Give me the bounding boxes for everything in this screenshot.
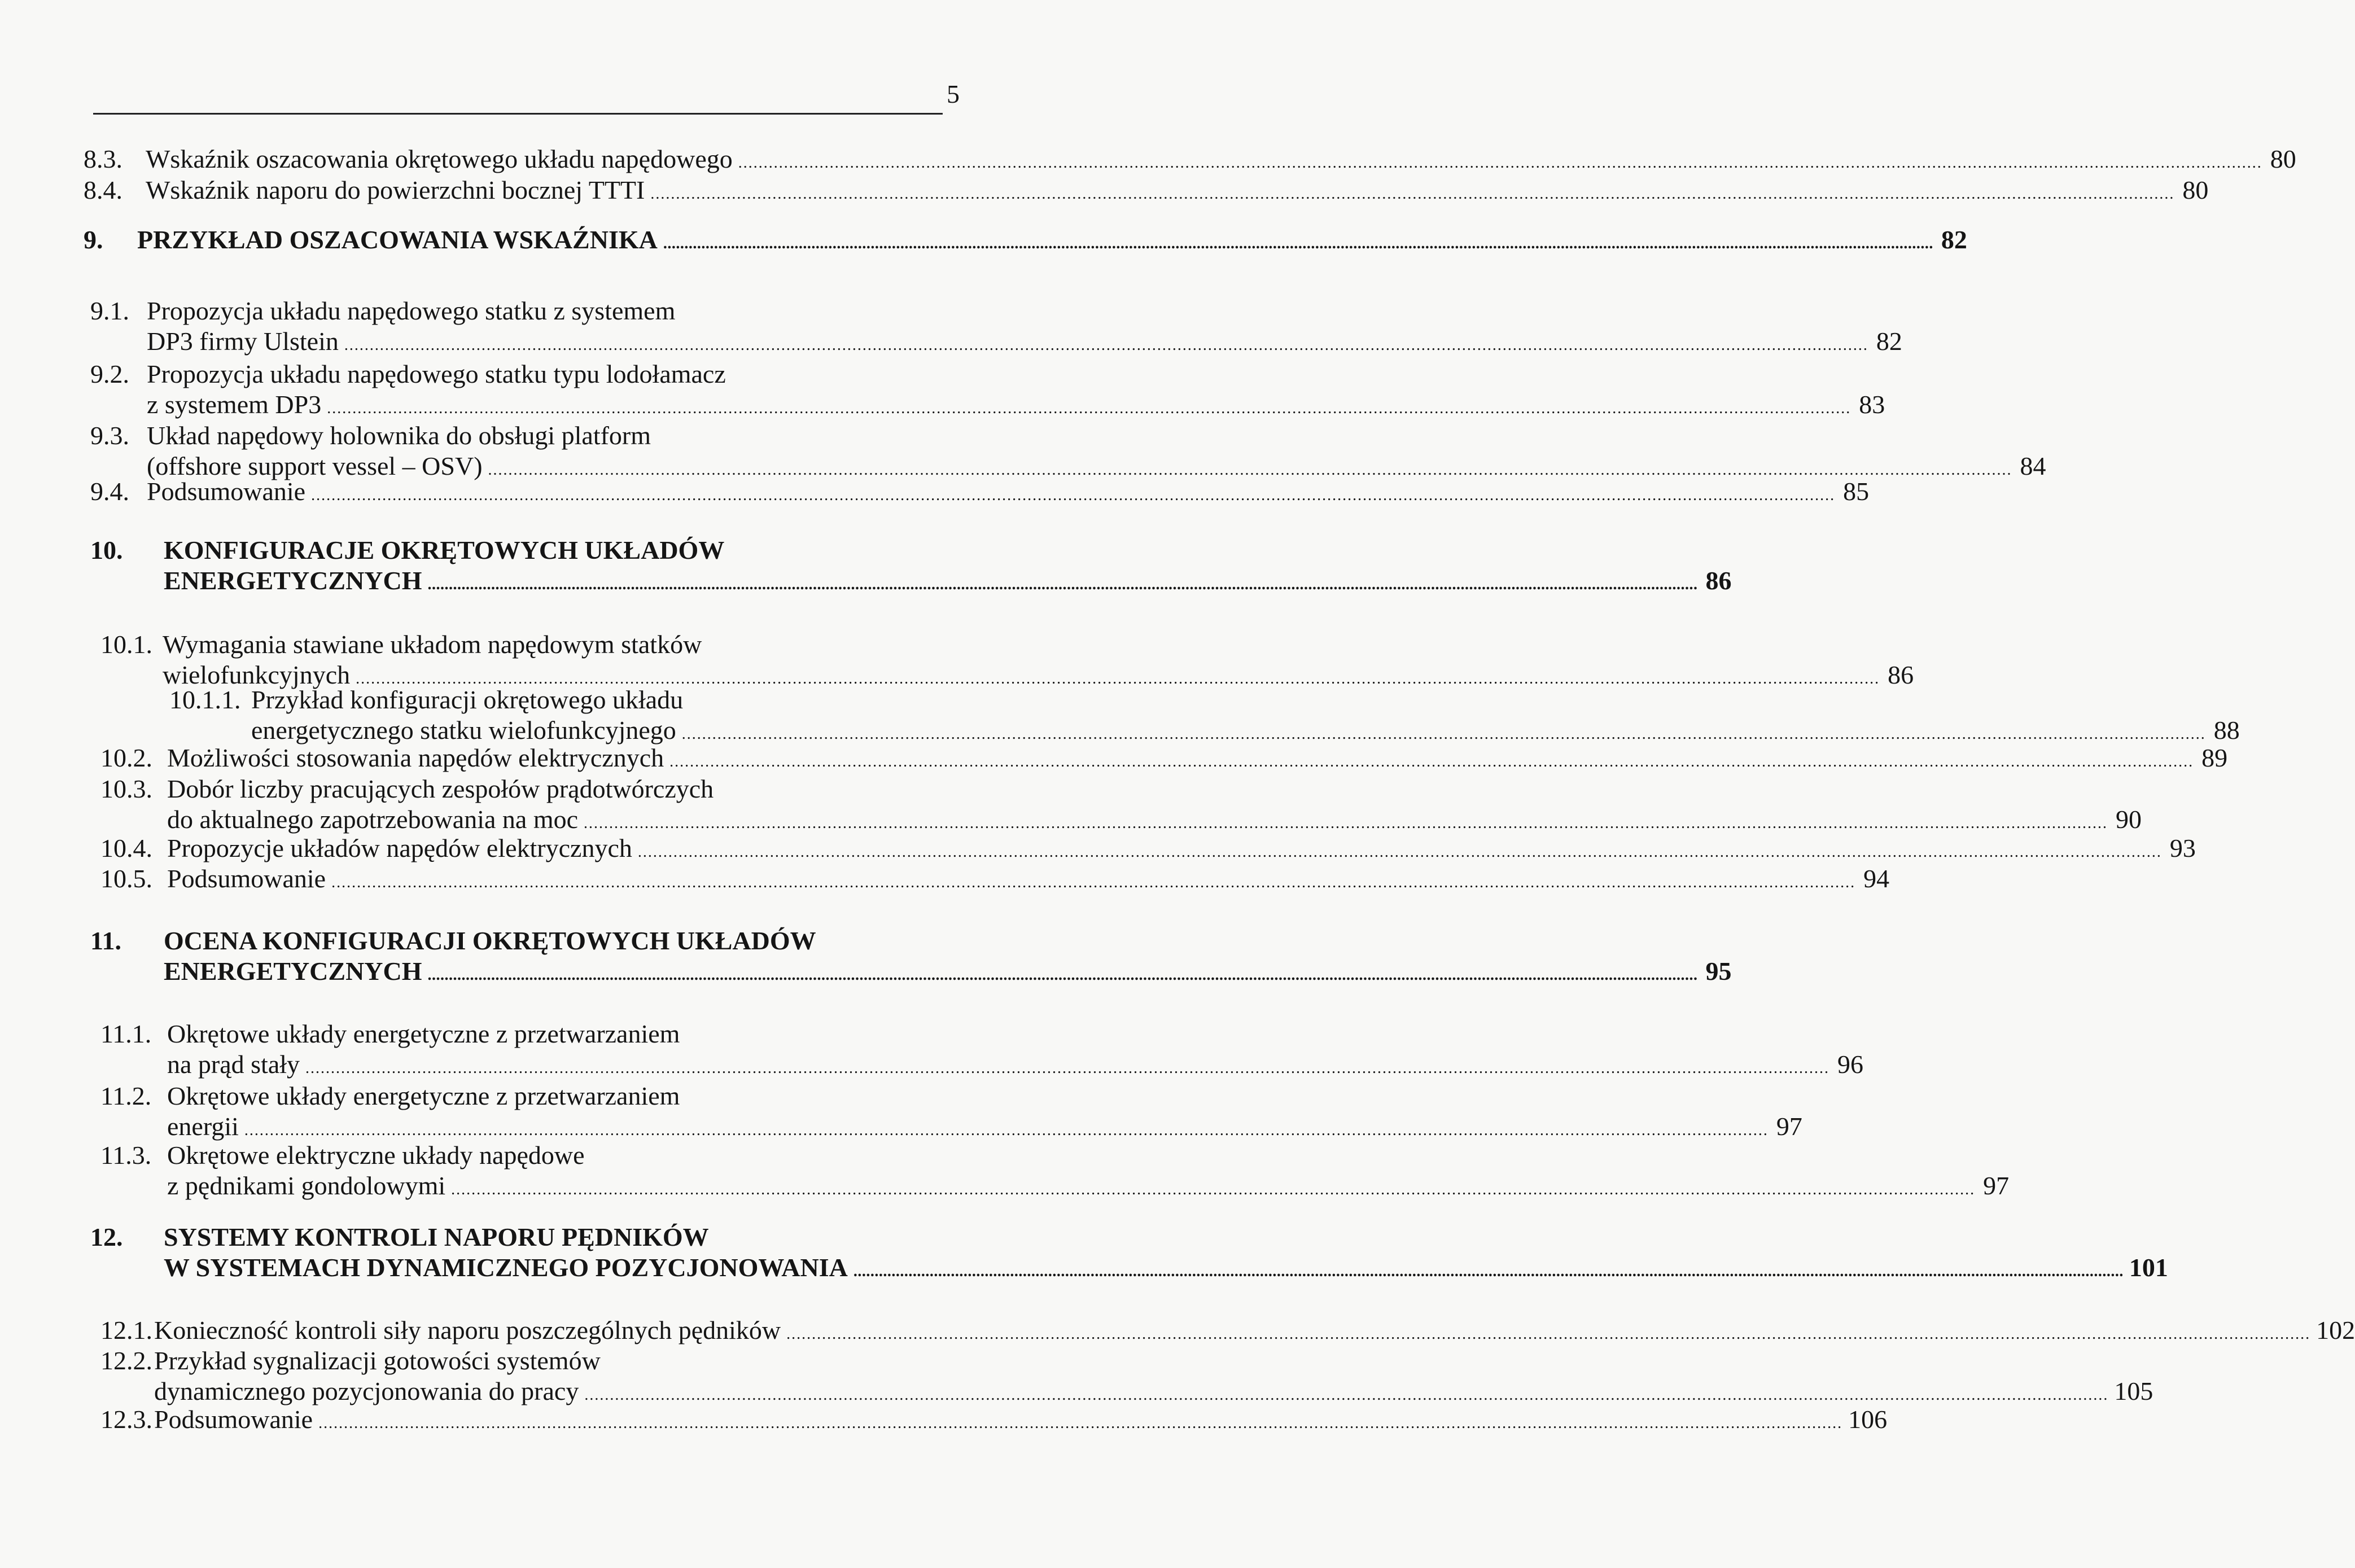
leader-dots: ............................................................................................................................................................................................................................................................................................................ <box>669 753 2194 770</box>
chapter-entry[interactable] <box>90 926 1732 991</box>
leader-dots: ............................................................................................................................................................................................................................................................................................................ <box>356 670 1880 687</box>
entry-title: Okrętowe elektryczne układy napędowe <box>167 1141 585 1170</box>
leader-dots: ............................................................................................................................................................................................................................................................................................................ <box>637 843 2162 861</box>
entry-title: Okrętowe układy energetyczne z przetwarzaniem <box>167 1081 680 1110</box>
entry-title: Układ napędowy holownika do obsługi platform <box>147 421 651 450</box>
entry-title: ENERGETYCZNYCH <box>164 957 422 986</box>
entry-title: z pędnikami gondolowymi <box>167 1171 446 1200</box>
entry-title: PRZYKŁAD OSZACOWANIA WSKAŹNIKA <box>137 225 658 254</box>
toc-entry[interactable] <box>100 774 2142 839</box>
toc-entry[interactable] <box>100 1315 2355 1350</box>
toc-entry[interactable] <box>100 1346 2153 1411</box>
leader-dots: ............................................................................................................................................................................................................................................................................................................ <box>853 1263 2124 1280</box>
leader-dots: ............................................................................................................................................................................................................................................................................................................ <box>681 725 2206 743</box>
entry-title: Konieczność kontroli siły naporu poszczególnych pędników <box>154 1316 781 1344</box>
entry-number: 12.2. <box>100 1346 152 1375</box>
leader-dots: ............................................................................................................................................................................................................................................................................................................ <box>650 185 2175 203</box>
entry-page-number: 94 <box>1863 864 1890 893</box>
leader-dots: ............................................................................................................................................................................................................................................................................................................ <box>488 461 2012 479</box>
leader-dots: ............................................................................................................................................................................................................................................................................................................ <box>244 1122 1769 1139</box>
entry-title: z systemem DP3 <box>147 390 322 419</box>
entry-title: Propozycja układu napędowego statku typu lodołamacz <box>147 360 726 388</box>
entry-title: Dobór liczby pracujących zespołów prądotwórczych <box>167 774 714 803</box>
entry-title: Wskaźnik oszacowania okrętowego układu napędowego <box>146 144 733 173</box>
toc-entry[interactable] <box>90 296 1902 361</box>
entry-page-number: 80 <box>2270 144 2296 173</box>
entry-number: 10.1.1. <box>169 685 241 714</box>
entry-page-number: 95 <box>1705 957 1732 986</box>
leader-dots: ............................................................................................................................................................................................................................................................................................................ <box>584 1386 2109 1404</box>
entry-title: Propozycje układów napędów elektrycznych <box>167 834 632 862</box>
entry-page-number: 105 <box>2114 1377 2153 1405</box>
toc-entry[interactable] <box>100 1404 1888 1439</box>
toc-entry[interactable] <box>100 864 1890 898</box>
entry-number: 11. <box>90 926 121 955</box>
entry-title: Możliwości stosowania napędów elektrycznych <box>167 743 664 772</box>
entry-page-number: 80 <box>2182 176 2209 204</box>
toc-entry[interactable] <box>100 1140 2010 1205</box>
entry-title: (offshore support vessel – OSV) <box>147 452 483 480</box>
entry-title: SYSTEMY KONTROLI NAPORU PĘDNIKÓW <box>164 1223 709 1251</box>
entry-title: Podsumowanie <box>147 477 306 506</box>
toc-entry[interactable] <box>84 175 2209 209</box>
entry-title: Propozycja układu napędowego statku z systemem <box>147 296 676 325</box>
leader-dots: ............................................................................................................................................................................................................................................................................................................ <box>318 1414 1843 1432</box>
entry-page-number: 85 <box>1843 477 1870 506</box>
entry-page-number: 90 <box>2116 805 2142 834</box>
entry-number: 11.2. <box>100 1081 152 1110</box>
toc-entry[interactable] <box>169 685 2240 750</box>
toc-entry[interactable] <box>100 833 2196 868</box>
entry-page-number: 97 <box>1776 1112 1802 1141</box>
entry-title: Wskaźnik naporu do powierzchni bocznej TTTI <box>146 176 645 204</box>
leader-dots: ............................................................................................................................................................................................................................................................................................................ <box>427 576 1698 593</box>
entry-page-number: 86 <box>1705 566 1732 595</box>
entry-title: W SYSTEMACH DYNAMICZNEGO POZYCJONOWANIA <box>164 1253 848 1282</box>
entry-page-number: 88 <box>2213 716 2240 744</box>
entry-title: wielofunkcyjnych <box>163 660 351 689</box>
entry-number: 10.4. <box>100 834 152 862</box>
entry-title: Podsumowanie <box>167 864 326 893</box>
entry-title: do aktualnego zapotrzebowania na moc <box>167 805 579 834</box>
entry-page-number: 84 <box>2020 452 2046 480</box>
entry-page-number: 97 <box>1983 1171 2010 1200</box>
leader-dots: ............................................................................................................................................................................................................................................................................................................ <box>305 1059 1830 1077</box>
entry-number: 10. <box>90 536 123 564</box>
entry-number: 11.3. <box>100 1141 152 1170</box>
toc-entry[interactable] <box>90 359 1885 424</box>
entry-number: 8.3. <box>84 144 122 173</box>
leader-dots: ............................................................................................................................................................................................................................................................................................................ <box>427 966 1698 984</box>
page-number: 5 <box>947 80 960 108</box>
entry-number: 9. <box>84 225 103 254</box>
entry-page-number: 102 <box>2316 1316 2355 1344</box>
entry-title: Przykład sygnalizacji gotowości systemów <box>154 1346 601 1375</box>
leader-dots: ............................................................................................................................................................................................................................................................................................................ <box>738 154 2262 172</box>
toc-entry[interactable] <box>100 743 2228 777</box>
entry-page-number: 82 <box>1876 327 1902 356</box>
toc-entry[interactable] <box>90 476 1870 511</box>
entry-page-number: 82 <box>1941 225 1967 254</box>
entry-number: 10.5. <box>100 864 152 893</box>
toc-entry[interactable] <box>84 144 2296 178</box>
entry-number: 12.3. <box>100 1405 152 1434</box>
entry-number: 12. <box>90 1223 123 1251</box>
entry-title: DP3 firmy Ulstein <box>147 327 339 356</box>
entry-page-number: 106 <box>1848 1405 1888 1434</box>
entry-title: energii <box>167 1112 239 1141</box>
entry-title: na prąd stały <box>167 1050 300 1079</box>
entry-page-number: 86 <box>1888 660 1914 689</box>
toc-entry[interactable] <box>90 421 2046 485</box>
chapter-entry[interactable] <box>84 225 1967 259</box>
entry-page-number: 101 <box>2129 1253 2168 1282</box>
leader-dots: ............................................................................................................................................................................................................................................................................................................ <box>584 814 2108 832</box>
entry-title: dynamicznego pozycjonowania do pracy <box>154 1377 579 1405</box>
leader-dots: ............................................................................................................................................................................................................................................................................................................ <box>663 235 1933 252</box>
leader-dots: ............................................................................................................................................................................................................................................................................................................ <box>311 487 1836 504</box>
entry-title: Wymagania stawiane układom napędowym statków <box>163 630 702 659</box>
entry-title: OCENA KONFIGURACJI OKRĘTOWYCH UKŁADÓW <box>164 926 816 955</box>
entry-number: 11.1. <box>100 1019 152 1048</box>
leader-dots: ............................................................................................................................................................................................................................................................................................................ <box>331 874 1856 891</box>
leader-dots: ............................................................................................................................................................................................................................................................................................................ <box>344 336 1868 354</box>
entry-number: 10.3. <box>100 774 152 803</box>
entry-number: 9.2. <box>90 360 129 388</box>
chapter-entry[interactable] <box>90 1222 2168 1287</box>
entry-number: 12.1. <box>100 1316 152 1344</box>
entry-title: Przykład konfiguracji okrętowego układu <box>251 685 684 714</box>
leader-dots: ............................................................................................................................................................................................................................................................................................................ <box>786 1325 2311 1343</box>
entry-title: Okrętowe układy energetyczne z przetwarzaniem <box>167 1019 680 1048</box>
leader-dots: ............................................................................................................................................................................................................................................................................................................ <box>327 400 1851 417</box>
chapter-entry[interactable] <box>90 535 1732 600</box>
entry-page-number: 83 <box>1859 390 1885 419</box>
entry-number: 9.1. <box>90 296 129 325</box>
toc-entry[interactable] <box>100 1019 1864 1084</box>
entry-number: 10.1. <box>100 630 152 659</box>
entry-title: KONFIGURACJE OKRĘTOWYCH UKŁADÓW <box>164 536 725 564</box>
entry-number: 9.4. <box>90 477 129 506</box>
entry-number: 8.4. <box>84 176 122 204</box>
entry-number: 9.3. <box>90 421 129 450</box>
entry-title: ENERGETYCZNYCH <box>164 566 422 595</box>
toc-entry[interactable] <box>100 1081 1802 1146</box>
entry-page-number: 93 <box>2169 834 2196 862</box>
entry-title: Podsumowanie <box>154 1405 313 1434</box>
leader-dots: ............................................................................................................................................................................................................................................................................................................ <box>451 1181 1976 1198</box>
entry-page-number: 89 <box>2201 743 2228 772</box>
entry-number: 10.2. <box>100 743 152 772</box>
entry-page-number: 96 <box>1837 1050 1864 1079</box>
entry-title: energetycznego statku wielofunkcyjnego <box>251 716 676 744</box>
